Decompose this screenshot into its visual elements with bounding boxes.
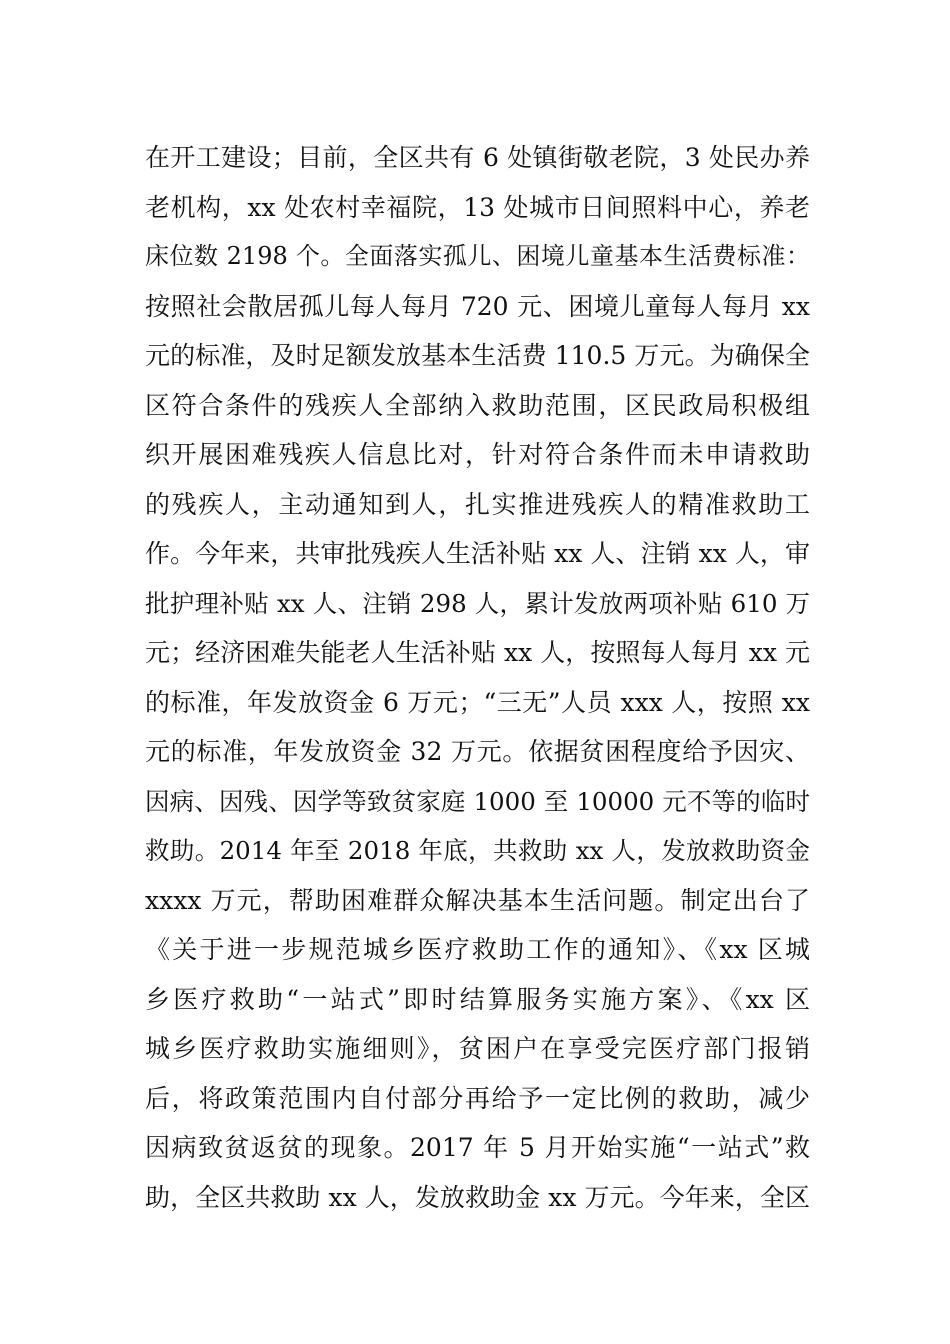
text-line: 作。今年来，共审批残疾人生活补贴 xx 人、注销 xx 人，审 <box>145 539 810 568</box>
text-line: 后，将政策范围内自付部分再给予一定比例的救助，减少 <box>145 1083 810 1113</box>
text-line: 织开展困难残疾人信息比对，针对符合条件而未申请救助 <box>145 440 810 469</box>
text-line: 老机构，xx 处农村幸福院，13 处城市日间照料中心，养老 <box>145 192 810 222</box>
text-line: 乡医疗救助“一站式”即时结算服务实施方案》、《xx 区 <box>145 984 810 1014</box>
text-line: 元的标准，年发放资金 32 万元。依据贫困程度给予因灾、 <box>145 737 810 766</box>
text-line: 在开工建设；目前，全区共有 6 处镇街敬老院，3 处民办养 <box>145 143 810 172</box>
text-line: 床位数 2198 个。全面落实孤儿、困境儿童基本生活费标准： <box>145 242 810 270</box>
text-line: 助，全区共救助 xx 人，发放救助金 xx 万元。今年来，全区 <box>145 1182 810 1212</box>
text-line: xxxx 万元，帮助困难群众解决基本生活问题。制定出台了 <box>145 885 810 915</box>
body-paragraph <box>145 133 810 1222</box>
text-line: 区符合条件的残疾人全部纳入救助范围，区民政局积极组 <box>145 390 810 420</box>
text-line: 的标准，年发放资金 6 万元；“三无”人员 xxx 人，按照 xx <box>145 687 810 717</box>
text-line: 救助。2014 年至 2018 年底，共救助 xx 人，发放救助资金 <box>145 836 810 865</box>
text-line: 批护理补贴 xx 人、注销 298 人，累计发放两项补贴 610 万 <box>145 588 810 618</box>
text-line: 按照社会散居孤儿每人每月 720 元、困境儿童每人每月 xx <box>145 291 810 321</box>
text-line: 元；经济困难失能老人生活补贴 xx 人，按照每人每月 xx 元 <box>145 638 810 667</box>
text-line: 的残疾人，主动通知到人，扎实推进残疾人的精准救助工 <box>145 489 810 519</box>
text-line: 元的标准，及时足额发放基本生活费 110.5 万元。为确保全 <box>145 341 810 370</box>
text-line: 《关于进一步规范城乡医疗救助工作的通知》、《xx 区城 <box>145 935 810 964</box>
text-line: 因病、因残、因学等致贫家庭 1000 至 10000 元不等的临时 <box>145 786 810 816</box>
text-line: 城乡医疗救助实施细则》，贫困户在享受完医疗部门报销 <box>145 1034 810 1063</box>
text-line: 因病致贫返贫的现象。2017 年 5 月开始实施“一站式”救 <box>145 1133 810 1162</box>
